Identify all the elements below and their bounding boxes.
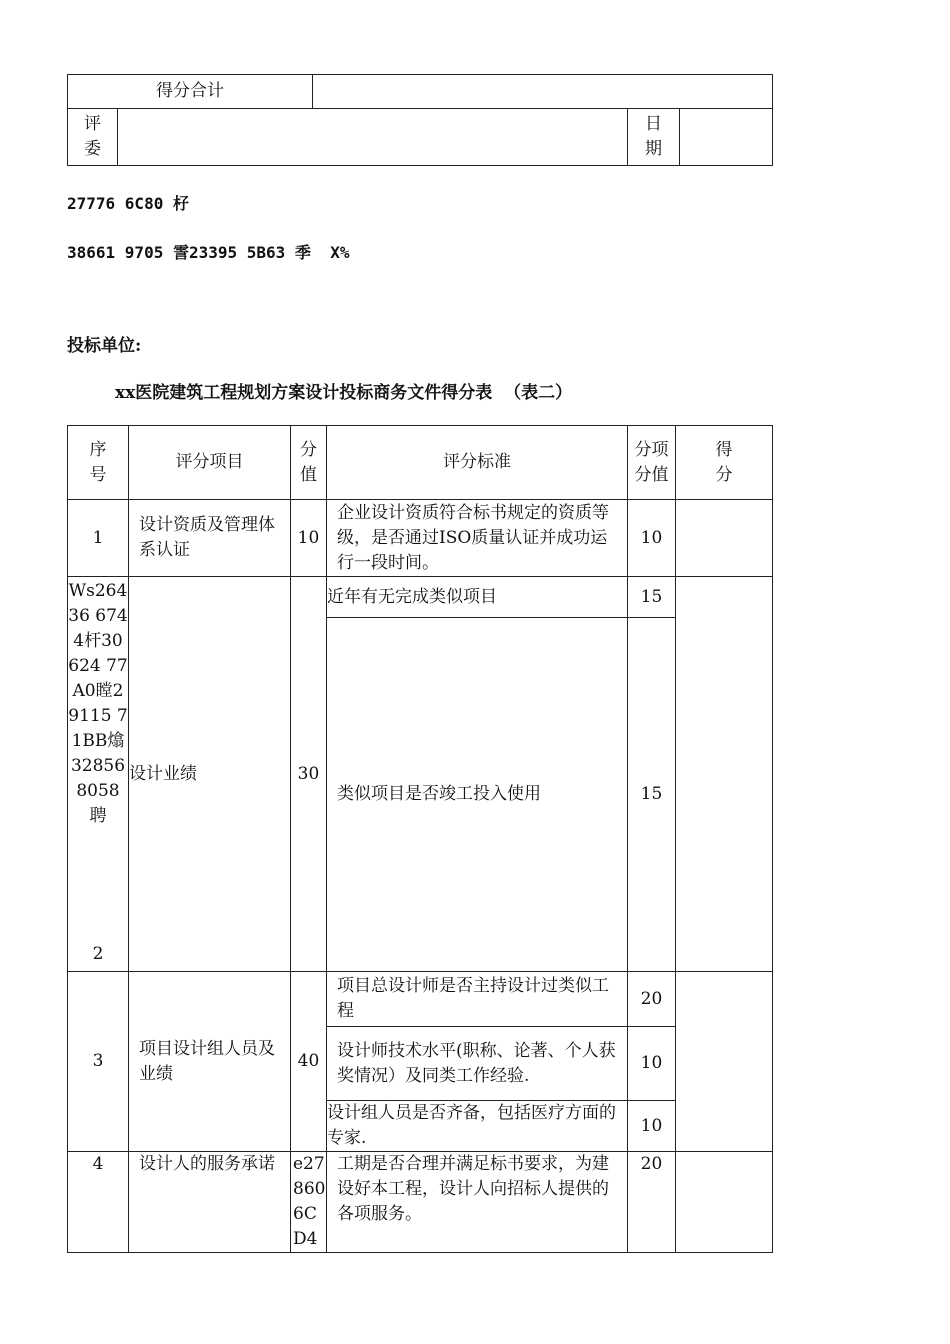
row-no: 4 <box>68 1152 129 1253</box>
row-score <box>676 500 773 577</box>
row-criteria-b: 类似项目是否竣工投入使用 <box>327 618 628 972</box>
judge-value <box>118 109 628 166</box>
row-criteria: 企业设计资质符合标书规定的资质等级，是否通过ISO质量认证并成功运行一段时间。 <box>327 500 628 577</box>
table-row <box>68 1152 773 1253</box>
header-item: 评分项目 <box>129 426 291 500</box>
row-sub-value: 20 <box>628 1152 676 1253</box>
row-no: 1 <box>68 500 129 577</box>
row-sub-value-c: 10 <box>628 1101 676 1152</box>
row-item: 设计业绩 <box>129 577 291 972</box>
header-score: 得 分 <box>676 426 773 500</box>
row-item: 项目设计组人员及业绩 <box>129 972 291 1152</box>
row-value: 40 <box>291 972 327 1152</box>
table-row <box>68 500 773 577</box>
header-no: 序 号 <box>68 426 129 500</box>
row-sub-value-b: 15 <box>628 618 676 972</box>
row-score <box>676 1152 773 1253</box>
header-value: 分 值 <box>291 426 327 500</box>
row-criteria-b: 设计师技术水平(职称、论著、个人获奖情况）及同类工作经验. <box>327 1027 628 1101</box>
table-row <box>68 577 773 618</box>
row-value: 30 <box>291 577 327 972</box>
row-sub-value-b: 10 <box>628 1027 676 1101</box>
table-row <box>68 972 773 1027</box>
date-value <box>680 109 773 166</box>
total-score-label: 得分合计 <box>68 75 313 109</box>
row-no: 2 <box>92 944 104 964</box>
row-criteria-a: 近年有无完成类似项目 <box>327 577 628 618</box>
header-sub-value: 分项 分值 <box>628 426 676 500</box>
row-sub-value-a: 20 <box>628 972 676 1027</box>
row-criteria-c: 设计组人员是否齐备，包括医疗方面的专家. <box>327 1101 628 1152</box>
total-score-value <box>313 75 773 109</box>
header-criteria: 评分标准 <box>327 426 628 500</box>
row-sub-value: 10 <box>628 500 676 577</box>
row-item: 设计资质及管理体系认证 <box>129 500 291 577</box>
row-criteria: 工期是否合理并满足标书要求，为建设好本工程，设计人向招标人提供的各项服务。 <box>327 1152 628 1253</box>
score-table <box>67 425 773 1253</box>
row-item: 设计人的服务承诺 <box>129 1152 291 1253</box>
code-line-2: 38661 9705 霅23395 5B63 季 X% <box>67 243 350 262</box>
summary-table <box>67 74 773 166</box>
row-no-cell <box>68 577 129 972</box>
row-sub-value-a: 15 <box>628 577 676 618</box>
row-criteria-a: 项目总设计师是否主持设计过类似工程 <box>327 972 628 1027</box>
row-no-garbled: Ws26436 6744杆30624 77A0瞠29115 71BB熻32856 8058聘 <box>68 581 128 826</box>
table-title: xx医院建筑工程规划方案设计投标商务文件得分表 （表二） <box>115 383 573 403</box>
row-score <box>676 577 773 972</box>
date-label: 日 期 <box>628 109 680 166</box>
row-value: 10 <box>291 500 327 577</box>
row-value: e278606CD4 <box>291 1152 327 1253</box>
judge-label: 评 委 <box>68 109 118 166</box>
code-line-1: 27776 6C80 杍 <box>67 194 189 213</box>
row-score <box>676 972 773 1152</box>
bidder-label: 投标单位: <box>67 336 142 356</box>
row-no: 3 <box>68 972 129 1152</box>
